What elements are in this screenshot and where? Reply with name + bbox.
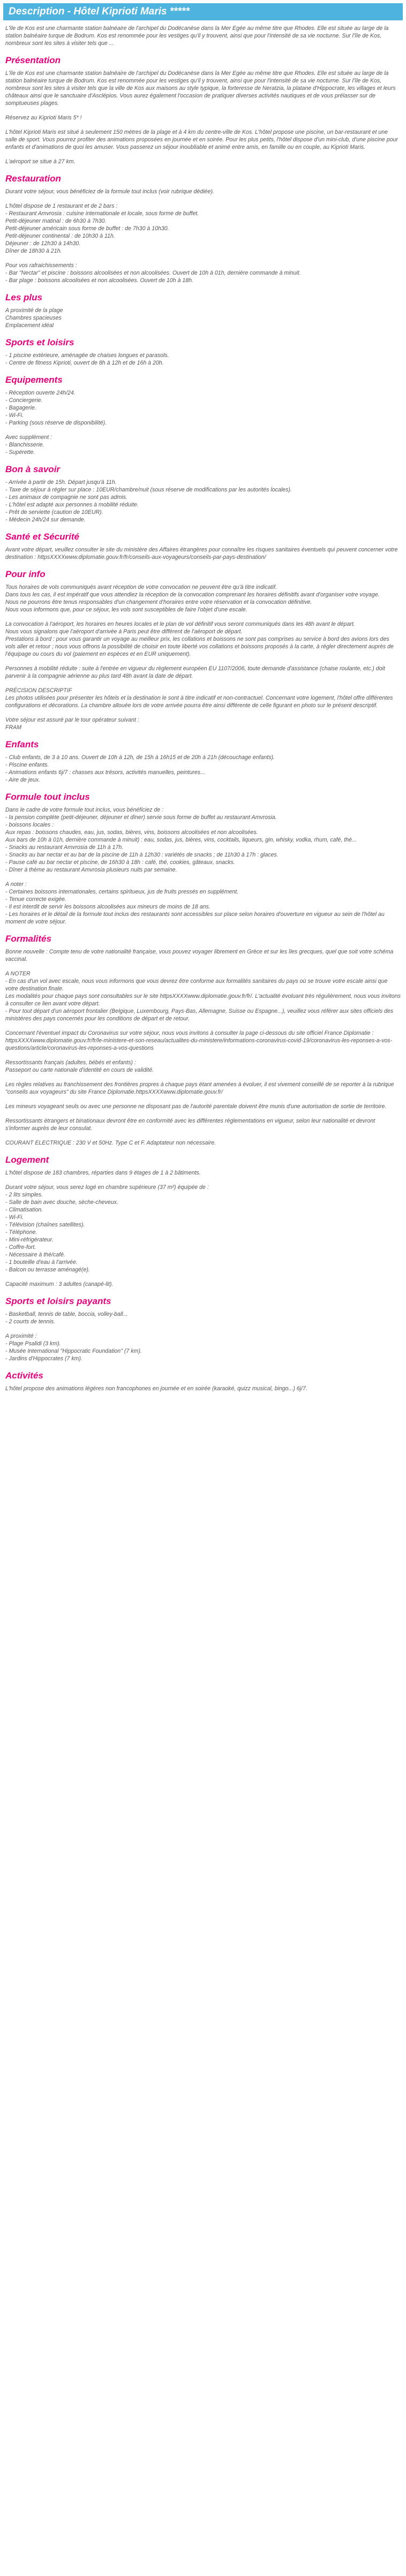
section-paragraph: A proximité : - Plage Psalidi (3 km). - Musée International "Hippocratic Foundation" (7 km). - Jardins d'Hippocrates (7 km). — [5, 1333, 142, 1362]
section-paragraph: A noter : - Certaines boissons internationales, certains spiritueux, jus de fruits pressés en supplément. - Tenue correcte exigée. - Il est interdit de servir les boissons alcoolisées aux mineurs de moins de 18 ans. - Les horaires et le détail de la formule tout inclus des restaurants sont accessibles sur place selon horaires d'ouverture en vigueur au sein de l'hôtel au moment de votre séjour. — [5, 881, 385, 925]
section-heading: Formalités — [5, 934, 51, 944]
description-content — [0, 20, 406, 1392]
section-paragraph: Concernant l'éventuel impact du Coronavirus sur votre séjour, nous vous invitons à consulter la page ci-dessous du site officiel France Diplomatie : httpsXXXXwww.diplomatie.gouv.fr/fr/le-ministere-et-son-reseau/actualites-du-ministere/informations-coronavirus-covid-19/coronavirus-les-reponses-a-vos-questions/article/coronavirus-les-reponses-a-vos-questions — [5, 1030, 393, 1051]
section-paragraph: Ressortissants français (adultes, bébés et enfants) : Passeport ou carte nationale d'identité en cours de validité. — [5, 1059, 154, 1073]
section-paragraph: Votre séjour est assuré par le tour opérateur suivant : FRAM — [5, 717, 139, 731]
section-paragraph: L'île de Kos est une charmante station balnéaire de l'archipel du Dodécanèse dans la Mer Egée au même titre que Rhodes. Elle est située au large de la station balnéaire turque de Bodrum. Kos est renommée pour les vestiges qu'il y trouvent, ainsi que pour l'intensité de sa vie nocturne. Sur l'île de Kos, nombreux sont les sites à visiter tels que la ville de Kos aux maisons au style typique, la forteresse de Neratzia, la platane d'Hippocrate, les villages et leurs châteaux ainsi que le sanctuaire d'Asclépios. Vous aurez également l'occasion de pratiquer diverses activités nautiques et de vous prélasser sur de somptueuses plages. — [5, 70, 396, 107]
section-heading: Bon à savoir — [5, 464, 61, 474]
section-paragraph: COURANT ELECTRIQUE : 230 V et 50Hz. Type C et F. Adaptateur non nécessaire. — [5, 1140, 216, 1146]
section-heading: Activités — [5, 1370, 43, 1381]
section-heading: Enfants — [5, 739, 39, 749]
description-banner — [3, 3, 403, 20]
section-paragraph: L'hôtel propose des animations légères non francophones en journée et en soirée (karaoké, quizz musical, bingo...) 6j/7. — [5, 1385, 307, 1392]
section-heading: Sports et loisirs payants — [5, 1296, 111, 1306]
section-paragraph: L'hôtel dispose de 1 restaurant et de 2 bars : - Restaurant Amvrosia : cuisine internationale et locale, sous forme de buffet. Petit-déjeuner matinal : de 6h30 à 7h30. Petit-déjeuner américain sous forme de buffet : de 7h30 à 10h30. Petit-déjeuner continental : de 10h30 à 11h. Déjeuner : de 12h30 à 14h30. Dîner de 18h30 à 21h. — [5, 203, 199, 254]
section-heading: Restauration — [5, 173, 61, 184]
section-heading: Santé et Sécurité — [5, 532, 79, 542]
section-heading: Formule tout inclus — [5, 792, 90, 802]
section-paragraph: - Arrivée à partir de 15h. Départ jusqu'à 11h. - Taxe de séjour à régler sur place : 10EUR/chambre/nuit (sous réserve de modifications par les autorités locales). - Les animaux de compagnie ne sont pas admis. - L'hôtel est adapté aux personnes à mobilité réduite. - Prêt de serviette (caution de 10EUR). - Médecin 24h/24 sur demande. — [5, 479, 292, 523]
section-paragraph: Dans le cadre de votre formule tout inclus, vous bénéficiez de : - la pension complète (petit-déjeuner, déjeuner et dîner) servie sous forme de buffet au restaurant Amvrosia. - boissons locales : Aux repas : boissons chaudes, eau, jus, sodas, bières, vins, boissons alcoolisées et non alcoolisées. Aux bars de 10h à 01h, dernière commande à minuit) : eau, sodas, jus, bières, vins, cocktails, liqueurs, gin, whisky, vodka, rhum, café, thé... - Snacks au restaurant Amvrosia de 11h à 17h. - Snacks au bar nectar et au bar de la piscine de 11h à 12h30 : variétés de snacks ; de 11h30 à 17h : glaces. - Pause café au bar nectar et piscine, de 16h30 à 18h : café, thé, cookies, gâteaux, snacks. - Dîner à thème au restaurant Amvrosia plusieurs nuits par semaine. — [5, 807, 357, 873]
section-paragraph: L'hôtel dispose de 183 chambres, réparties dans 9 étages de 1 à 2 bâtiments. — [5, 1170, 201, 1176]
section-paragraph: Capacité maximum : 3 adultes (canapé-lit). — [5, 1281, 114, 1287]
section-heading: Présentation — [5, 55, 61, 65]
section-heading: Sports et loisirs — [5, 337, 74, 347]
section-paragraph: A proximité de la plage Chambres spacieuses Emplacement idéal — [5, 307, 63, 329]
section-heading: Pour info — [5, 569, 46, 579]
section-paragraph: PRÉCISION DESCRIPTIF Les photos utilisées pour présenter les hôtels et la destination le sont à titre indicatif et non-contractuel. Concernant votre logement, l'hôtel offre différentes configurations et décorations. La chambre allouée lors de votre arrivée pourra être ainsi différente de celle figurant en photo sur le présent descriptif. — [5, 687, 393, 709]
section-paragraph: Avant votre départ, veuillez consulter le site du ministère des Affaires étrangères pour connaître les risques sanitaires éventuels qui peuvent concerner votre destination : httpsXXXXwww.diplomatie.gouv.fr/fr/conseils-aux-voyageurs/conseils-par-pays-destination/ — [5, 547, 398, 560]
section-paragraph: - Club enfants, de 3 à 10 ans. Ouvert de 10h à 12h, de 15h à 16h15 et de 20h à 21h (découchage enfants). - Piscine enfants. - Animations enfants 6j/7 : chasses aux trésors, activités manuelles, peintures... - Aire de jeux. — [5, 754, 275, 783]
section-heading: Logement — [5, 1155, 49, 1165]
section-paragraph: - Basketball, tennis de table, boccia, volley-ball... - 2 courts de tennis. — [5, 1311, 128, 1325]
section-paragraph: Avec supplément : - Blanchisserie. - Supérette. — [5, 434, 52, 456]
section-paragraph: L'hôtel Kiprioti Maris est situé à seulement 150 mètres de la plage et à 4 km du centre-ville de Kos. L'hôtel propose une piscine, un bar-restaurant et une salle de sport. Vous pourrez profiter des animations proposées en journée et en soirée. Pour les plus petits, l'hôtel dispose d'un mini-club, d'une piscine pour enfants et d'animations de quoi les amuser. Vous passerez un séjour inoubliable et animé entre amis, en famille ou en couple, au Kiprioti Maris. — [5, 129, 398, 150]
section-paragraph: Durant votre séjour, vous bénéficiez de la formule tout inclus (voir rubrique dédiée). — [5, 188, 214, 195]
banner-title: Description - Hôtel Kiprioti Maris ***** — [9, 6, 190, 17]
section-paragraph: Pour vos rafraichissements : - Bar "Nectar" et piscine : boissons alcoolisées et non alcoolisées. Ouvert de 10h à 01h, dernière commande à minuit. - Bar plage : boissons alcoolisées et non alcoolisées. Ouvert de 10h à 18h. — [5, 262, 301, 284]
section-heading: Equipements — [5, 375, 63, 385]
section-paragraph: Durant votre séjour, vous serez logé en chambre supérieure (37 m²) équipée de : - 2 lits simples. - Salle de bain avec douche, sèche-cheveux. - Climatisation. - Wi-Fi. - Télévision (chaînes satellites). - Téléphone. - Mini-réfrigérateur. - Coffre-fort. - Nécessaire à thé/café. - 1 bouteille d'eau à l'arrivée. - Balcon ou terrasse aménagé(e). — [5, 1184, 209, 1273]
section-paragraph: - 1 piscine extérieure, aménagée de chaises longues et parasols. - Centre de fitness Kiprioti, ouvert de 8h à 12h et de 16h à 20h. — [5, 352, 169, 366]
section-paragraph: A NOTER - En cas d'un vol avec escale, nous vous informons que vous devrez être conforme aux formalités sanitaires du pays où se trouve votre escale ainsi que votre destination finale. Les modalités pour chaque pays sont consultables sur le site httpsXXXXwww.diplomatie.gouv.fr/fr/. L'actualité évoluant très régulièrement, nous vous invitons à consulter ce lien avant votre départ. - Pour tout départ d'un aéroport frontalier (Belgique, Luxembourg, Pays-Bas, Allemagne, Suisse ou Espagne...), veuillez vous référer aux sites officiels des ministères des pays concernés pour les conditions de départ et de retour. — [5, 971, 401, 1022]
intro-paragraph: L'île de Kos est une charmante station balnéaire de l'archipel du Dodécanèse dans la Mer Egée au même titre que Rhodes. Elle est située au large de la station balnéaire turque de Bodrum. Kos est renommée pour les vestiges qu'il y trouvent, ainsi que pour l'intensité de sa vie nocturne. Sur l'île de Kos, nombreux sont les sites à visiter tels que ... — [5, 25, 389, 47]
section-paragraph: L'aéroport se situe à 27 km. — [5, 158, 76, 165]
section-paragraph: Les mineurs voyageant seuls ou avec une personne ne disposant pas de l'autorité parentale doivent être munis d'une autorisation de sortie de territoire. — [5, 1103, 387, 1110]
section-paragraph: La convocation à l'aéroport, les horaires en heures locales et le plan de vol définitif vous seront communiqués dans les 48h avant le départ. Nous vous signalons que l'aéroport d'arrivée à Paris peut être différent de l'aéroport de départ. Prestations à bord : pour vous garantir un voyage au meilleur prix, les collations et boissons ne sont pas comprises au service à bord des avions lors des vols aller et retour ; nous vous offrons la possibilité de choisir en toute liberté vos collations et boissons proposés à la carte, à régler directement auprès de l'équipage ou cours du vol (paiement en espèces et en EUR uniquement). — [5, 621, 394, 657]
section-heading: Les plus — [5, 292, 42, 302]
section-paragraph: Les règles relatives au franchissement des frontières propres à chaque pays étant amenées à évoluer, il est vivement conseillé de se reporter à la rubrique "conseils aux voyageurs" du site France Diplomatie.httpsXXXXwww.diplomatie.gouv.fr/ — [5, 1081, 394, 1095]
section-paragraph: Bonne nouvelle : Compte tenu de votre nationalité française, vous pouvez voyager librement en Grèce et sur les îles grecques, quel que soit votre schéma vaccinal. — [5, 949, 394, 963]
section-paragraph: - Réception ouverte 24h/24. - Conciergerie. - Bagagerie. - Wi-Fi. - Parking (sous réserve de disponibilité). — [5, 390, 107, 426]
section-paragraph: Personnes à mobilité réduite : suite à l'entrée en vigueur du règlement européen EU 1107/2006, toute demande d'assistance (chaise roulante, etc.) doit parvenir à la compagnie aérienne au plus tard 48h avant la date de départ. — [5, 665, 385, 679]
section-paragraph: Réservez au Kiprioti Maris 5* ! — [5, 115, 82, 121]
section-paragraph: Ressortissants étrangers et binationaux devront être en conformité avec les différentes réglementations en vigueur, selon leur nationalité et devront s'informer auprès de leur consulat. — [5, 1118, 375, 1132]
section-paragraph: Tous horaires de vols communiqués avant réception de votre convocation ne peuvent être qu'à titre indicatif. Dans tous les cas, il est impératif que vous attendiez la réception de la convocation comprenant les horaires définitifs avant d'organiser votre voyage. Nous ne pourrons être tenus responsables d'un changement d'horaires entre votre réservation et la convocation définitive. Nous vous informons que, pour ce séjour, les vols sont susceptibles de faire l'objet d'une escale. — [5, 584, 380, 613]
